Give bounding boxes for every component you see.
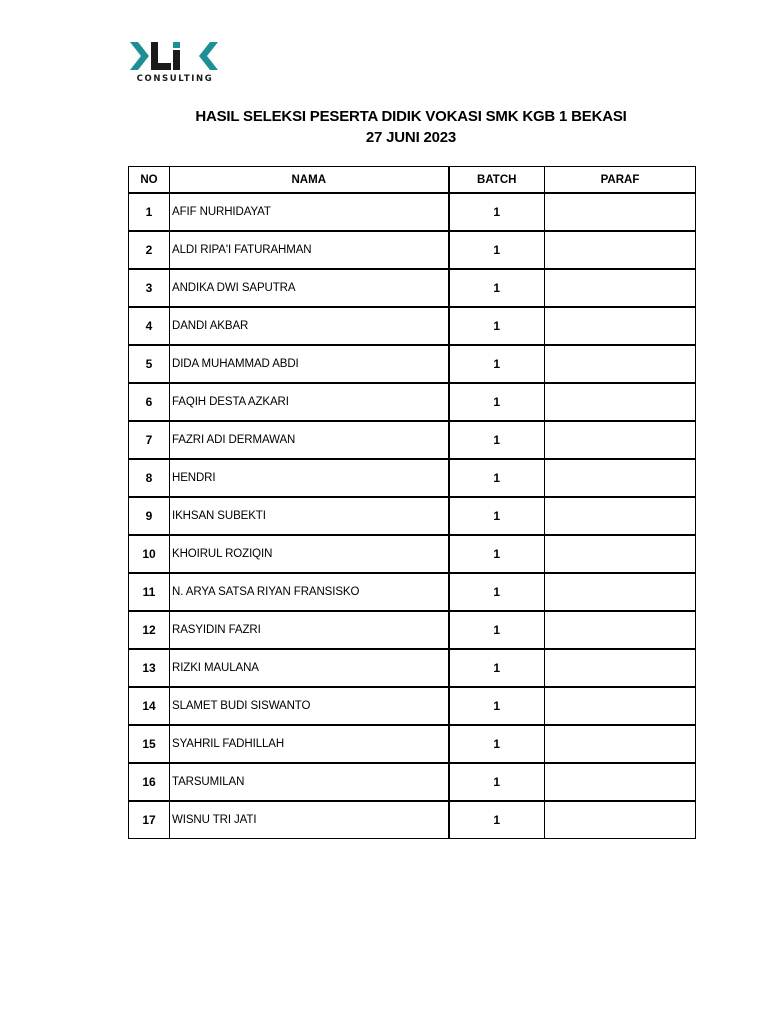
cell-no: 17 bbox=[129, 801, 170, 839]
cell-batch: 1 bbox=[449, 763, 545, 801]
table-row bbox=[129, 345, 696, 383]
cell-nama: RIZKI MAULANA bbox=[170, 649, 449, 687]
participant-table bbox=[128, 166, 696, 839]
cell-nama: FAZRI ADI DERMAWAN bbox=[170, 421, 449, 459]
cell-paraf bbox=[545, 535, 696, 573]
document-title bbox=[0, 106, 768, 148]
cell-paraf bbox=[545, 573, 696, 611]
cell-no: 9 bbox=[129, 497, 170, 535]
cell-no: 15 bbox=[129, 725, 170, 763]
cell-batch: 1 bbox=[449, 307, 545, 345]
cell-nama: DANDI AKBAR bbox=[170, 307, 449, 345]
title-line-1: HASIL SELEKSI PESERTA DIDIK VOKASI SMK KGB 1 BEKASI bbox=[195, 108, 627, 125]
column-header-nama: NAMA bbox=[170, 167, 449, 194]
cell-batch: 1 bbox=[449, 725, 545, 763]
table-row bbox=[129, 687, 696, 725]
cell-no: 12 bbox=[129, 611, 170, 649]
cell-batch: 1 bbox=[449, 801, 545, 839]
cell-no: 6 bbox=[129, 383, 170, 421]
cell-paraf bbox=[545, 307, 696, 345]
cell-nama: N. ARYA SATSA RIYAN FRANSISKO bbox=[170, 573, 449, 611]
table-row bbox=[129, 611, 696, 649]
cell-no: 5 bbox=[129, 345, 170, 383]
table-row bbox=[129, 725, 696, 763]
table-body bbox=[129, 193, 696, 839]
cell-no: 4 bbox=[129, 307, 170, 345]
cell-paraf bbox=[545, 459, 696, 497]
cell-nama: DIDA MUHAMMAD ABDI bbox=[170, 345, 449, 383]
cell-no: 11 bbox=[129, 573, 170, 611]
table-row bbox=[129, 801, 696, 839]
cell-batch: 1 bbox=[449, 535, 545, 573]
cell-batch: 1 bbox=[449, 649, 545, 687]
cell-no: 8 bbox=[129, 459, 170, 497]
cell-batch: 1 bbox=[449, 193, 545, 231]
cell-nama: ANDIKA DWI SAPUTRA bbox=[170, 269, 449, 307]
cell-no: 10 bbox=[129, 535, 170, 573]
cell-paraf bbox=[545, 649, 696, 687]
cell-batch: 1 bbox=[449, 611, 545, 649]
cell-paraf bbox=[545, 421, 696, 459]
cell-batch: 1 bbox=[449, 459, 545, 497]
cell-batch: 1 bbox=[449, 383, 545, 421]
cell-batch: 1 bbox=[449, 231, 545, 269]
cell-nama: IKHSAN SUBEKTI bbox=[170, 497, 449, 535]
cell-nama: RASYIDIN FAZRI bbox=[170, 611, 449, 649]
cell-paraf bbox=[545, 497, 696, 535]
cell-nama: TARSUMILAN bbox=[170, 763, 449, 801]
cell-no: 1 bbox=[129, 193, 170, 231]
cell-nama: ALDI RIPA'I FATURAHMAN bbox=[170, 231, 449, 269]
table-row bbox=[129, 497, 696, 535]
table-row bbox=[129, 421, 696, 459]
cell-nama: KHOIRUL ROZIQIN bbox=[170, 535, 449, 573]
title-line-2: 27 JUNI 2023 bbox=[365, 129, 457, 146]
table-row bbox=[129, 231, 696, 269]
table-row bbox=[129, 573, 696, 611]
cell-nama: FAQIH DESTA AZKARI bbox=[170, 383, 449, 421]
table-row bbox=[129, 383, 696, 421]
table-row bbox=[129, 763, 696, 801]
cell-no: 2 bbox=[129, 231, 170, 269]
cell-nama: SLAMET BUDI SISWANTO bbox=[170, 687, 449, 725]
cell-paraf bbox=[545, 801, 696, 839]
cell-paraf bbox=[545, 345, 696, 383]
cell-no: 7 bbox=[129, 421, 170, 459]
table-row bbox=[129, 649, 696, 687]
cell-nama: HENDRI bbox=[170, 459, 449, 497]
cell-paraf bbox=[545, 763, 696, 801]
cell-no: 13 bbox=[129, 649, 170, 687]
cell-nama: SYAHRIL FADHILLAH bbox=[170, 725, 449, 763]
cell-batch: 1 bbox=[449, 421, 545, 459]
cell-paraf bbox=[545, 611, 696, 649]
table-row bbox=[129, 193, 696, 231]
cell-batch: 1 bbox=[449, 497, 545, 535]
company-logo-mark bbox=[129, 38, 221, 74]
cell-paraf bbox=[545, 725, 696, 763]
cell-nama: AFIF NURHIDAYAT bbox=[170, 193, 449, 231]
column-header-batch: BATCH bbox=[449, 167, 545, 194]
cell-batch: 1 bbox=[449, 269, 545, 307]
cell-batch: 1 bbox=[449, 573, 545, 611]
table-row bbox=[129, 535, 696, 573]
cell-paraf bbox=[545, 231, 696, 269]
column-header-no: NO bbox=[129, 167, 170, 194]
logo-text: CONSULTING bbox=[136, 74, 214, 84]
table-header-row bbox=[129, 167, 696, 194]
cell-batch: 1 bbox=[449, 345, 545, 383]
cell-paraf bbox=[545, 193, 696, 231]
cell-paraf bbox=[545, 383, 696, 421]
cell-batch: 1 bbox=[449, 687, 545, 725]
company-logo bbox=[129, 38, 221, 86]
table-row bbox=[129, 269, 696, 307]
table-row bbox=[129, 307, 696, 345]
cell-no: 14 bbox=[129, 687, 170, 725]
column-header-paraf: PARAF bbox=[545, 167, 696, 194]
cell-paraf bbox=[545, 687, 696, 725]
cell-nama: WISNU TRI JATI bbox=[170, 801, 449, 839]
cell-paraf bbox=[545, 269, 696, 307]
cell-no: 3 bbox=[129, 269, 170, 307]
table-row bbox=[129, 459, 696, 497]
cell-no: 16 bbox=[129, 763, 170, 801]
